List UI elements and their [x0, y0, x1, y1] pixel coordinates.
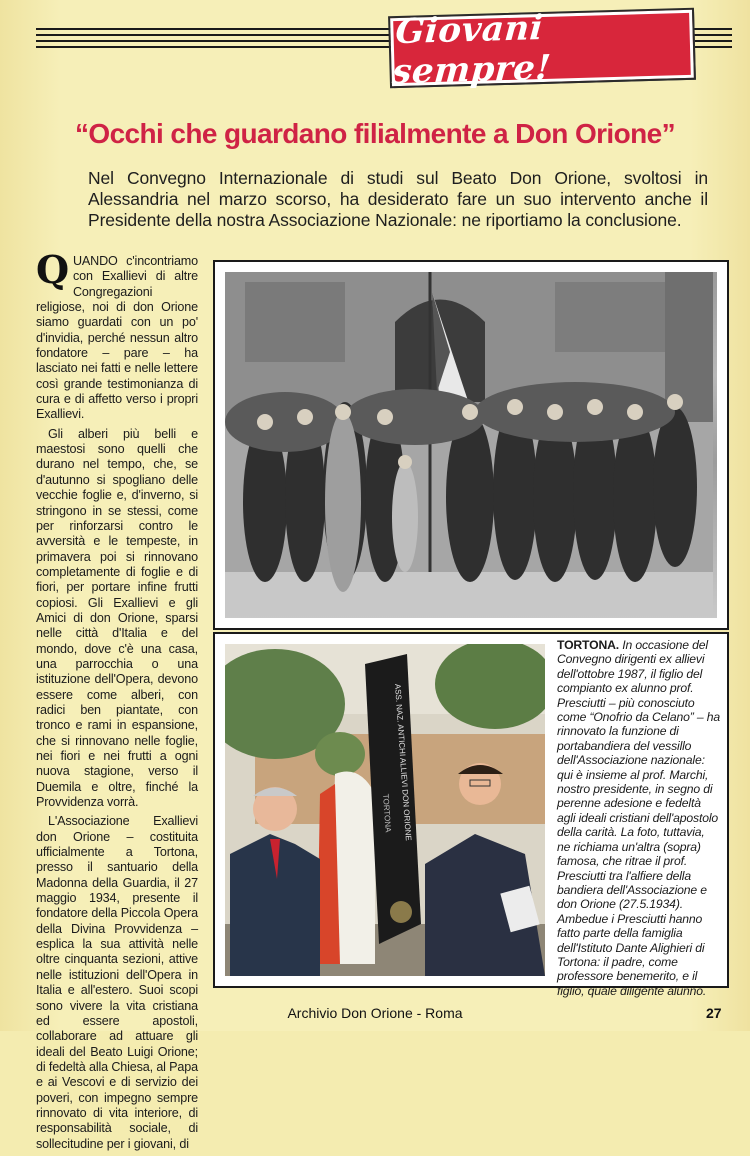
article-intro: Nel Convegno Internazionale di studi sul Beato Don Orione, svoltosi in Alessandria nel marzo scorso, ha desiderato fare un suo intervento anche il Presidente della nostra Associazione Nazionale: ne riportiamo la conclusione. — [88, 168, 708, 230]
masthead-title: Giovani sempre! — [390, 7, 553, 93]
color-photo-illustration — [225, 644, 545, 976]
historic-group-photo — [225, 272, 717, 618]
drop-cap: Q — [36, 247, 69, 292]
group-photo-illustration — [225, 272, 713, 614]
modern-photo-frame — [213, 632, 729, 998]
caption-place: TORTONA. — [557, 638, 619, 652]
historic-group-photo-frame — [213, 260, 729, 630]
modern-color-photo — [225, 644, 545, 976]
caption-text: In occasione del Convegno dirigenti ex allievi dell'ottobre 1987, il figlio del compianto ex alunno prof. Presciutti – più conosciuto come “Onofrio da Celano” – ha rinnovato la funzione di portabandiera del vessillo dell'Associazione nazionale: qui è insieme al prof. Marchi, nostro presidente, in segno di perenne adesione e fedeltà agli ideali cristiani dell'apostolo della carità. La foto, tuttavia, ne richiama un'altra (sopra) famosa, che ritrae il prof. Presciutti tra l'alfiere della bandiera dell'Associazione e don Orione (27.5.1934). Ambedue i Presciutti hanno fatto parte della famiglia dell'Istituto Dante Alighieri di Tortona: il padre, come professore benemerito, e il figlio, quale diligente alunno. — [557, 638, 720, 998]
header-rules-left — [36, 28, 392, 52]
archive-footer: Archivio Don Orione - Roma — [287, 1005, 463, 1021]
page-number: 27 — [706, 1005, 722, 1021]
photo-caption — [557, 638, 721, 998]
paragraph-3: L'Associazione Exallievi don Orione – costituita ufficialmente a Tortona, presso il santuario della Madonna della Guardia, il 27 maggio 1934, presente il fondatore della Piccola Opera della Divina Provvidenza – esplica la sua attività nelle oltre cinquanta sezioni, attive nelle istituzioni dell'Opera in Italia e all'estero. Suoi scopi sono vivere la vita cristiana ed essere apostoli, collaborare ad attuare gli ideali del Beato Luigi Orione; di fedeltà alla Chiesa, al Papa e ai Vescovi e di servizio dei poveri, con impegno sempre rinnovato di vita interiore, di responsabilità sociale, di sollecitudine per i giovani, di — [36, 814, 198, 1151]
paragraph-2: Gli alberi più belli e maestosi sono quelli che durano nel tempo, che, se d'autunno si spogliano delle vecchie foglie e, d'inverno, si stringono in se stessi, come per rinforzarsi contro le avversità e le tempeste, in primavera poi si rinnovano completamente di foglie e di fiori, per portare infine frutti copiosi. Gli Exallievi e gli Amici di don Orione, sparsi nelle città d'Italia e del mondo, dove c'è una casa, una parrocchia o una istituzione dell'Opera, devono essere come alberi, con radici ben piantate, con tronco e rami in espansione, che si rinnovano nelle foglie, nei fiori e nei frutti a ogni nuova stagione, verso il Duemila e oltre, finché la Provvidenza vorrà. — [36, 426, 198, 810]
article-title: “Occhi che guardano filialmente a Don Orione” — [74, 118, 675, 149]
banner-city: TORTONA — [381, 793, 393, 833]
paragraph-1: QUANDO c'incontriamo con Exallievi di altre Congregazioni religiose, noi di don Orione siamo guardati con un po' d'invidia, perché nessun altro fondatore – pare – ha lasciato nei fatti e nelle lettere così grande testimonianza di cura e di affetto verso i propri Exallievi. — [36, 247, 198, 422]
banner-lettering: ASS. NAZ. ANTICHI ALLIEVI DON ORIONE — [393, 683, 413, 842]
masthead-badge — [390, 7, 694, 93]
